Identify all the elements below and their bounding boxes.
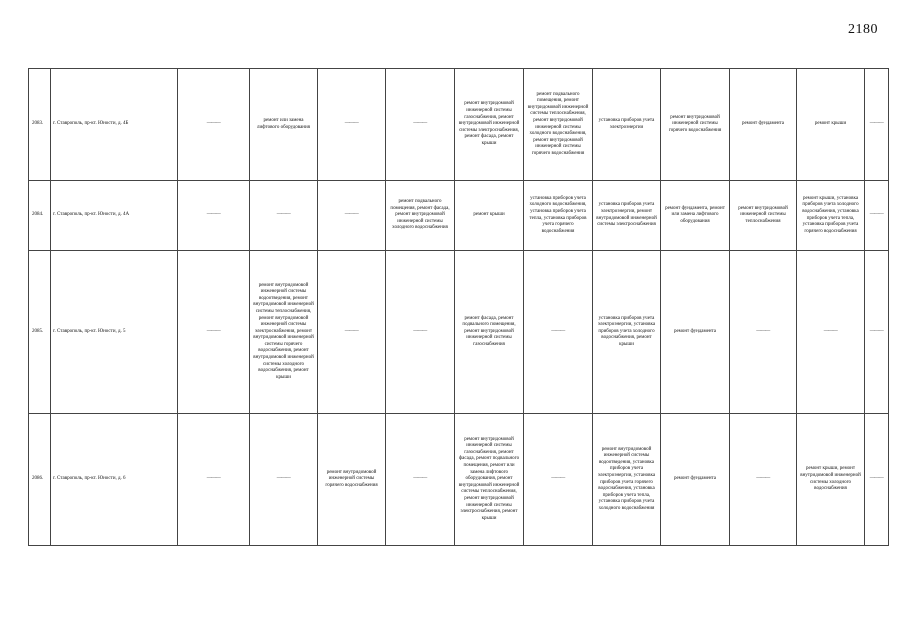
row-number: 2083. bbox=[29, 69, 51, 181]
dash-mark bbox=[207, 121, 221, 128]
empty-cell bbox=[865, 251, 889, 414]
empty-cell bbox=[178, 181, 250, 251]
empty-cell bbox=[318, 181, 386, 251]
empty-cell bbox=[797, 251, 865, 414]
empty-cell bbox=[386, 69, 455, 181]
dash-mark bbox=[413, 121, 427, 128]
empty-cell bbox=[250, 414, 318, 546]
dash-mark bbox=[207, 212, 221, 219]
empty-cell bbox=[386, 251, 455, 414]
dash-mark bbox=[277, 212, 291, 219]
work-cell: ремонт фундамента bbox=[661, 414, 730, 546]
work-cell: ремонт внутридомовой инженерной системы водоотведения, установка приборов учета электроэнергии, установка приборов учета горячего водоснабжения, установка приборов учета тепла, установка приборов учета холодного водоснабжения bbox=[593, 414, 661, 546]
table-row bbox=[29, 414, 889, 546]
work-cell: установка приборов учета электроэнергии bbox=[593, 69, 661, 181]
dash-mark bbox=[345, 212, 359, 219]
dash-mark bbox=[824, 329, 838, 336]
dash-mark bbox=[756, 329, 770, 336]
dash-mark bbox=[207, 329, 221, 336]
empty-cell bbox=[178, 251, 250, 414]
work-cell: ремонт фундамента bbox=[730, 69, 797, 181]
dash-mark bbox=[870, 476, 884, 483]
work-cell: ремонт или замена лифтового оборудования bbox=[250, 69, 318, 181]
work-cell: ремонт фундамента, ремонт или замена лифтового оборудования bbox=[661, 181, 730, 251]
dash-mark bbox=[345, 329, 359, 336]
dash-mark bbox=[277, 476, 291, 483]
repair-schedule-table bbox=[28, 68, 889, 546]
dash-mark bbox=[345, 121, 359, 128]
work-cell: установка приборов учета холодного водоснабжения, установка приборов учета тепла, установка приборов учета горячего водоснабжения bbox=[524, 181, 593, 251]
work-cell: ремонт крыши bbox=[455, 181, 524, 251]
work-cell: ремонт внутридомовой инженерной системы горячего водоснабжения bbox=[661, 69, 730, 181]
address-cell: г. Ставрополь, пр-кт. Юности, д. 5 bbox=[51, 251, 178, 414]
dash-mark bbox=[207, 476, 221, 483]
page-number: 2180 bbox=[848, 22, 878, 37]
work-cell: ремонт внутридомовой инженерной системы теплоснабжения bbox=[730, 181, 797, 251]
dash-mark bbox=[413, 476, 427, 483]
work-cell: ремонт подвального помещения, ремонт внутридомовой инженерной системы теплоснабжения, ремонт внутридомовой инженерной системы холодного водоснабжения, ремонт внутридомовой инженерной системы горячего водоснабжения bbox=[524, 69, 593, 181]
empty-cell bbox=[386, 414, 455, 546]
dash-mark bbox=[870, 329, 884, 336]
empty-cell bbox=[524, 251, 593, 414]
dash-mark bbox=[756, 476, 770, 483]
address-cell: г. Ставрополь, пр-кт. Юности, д. 4А bbox=[51, 181, 178, 251]
work-cell: ремонт внутридомовой инженерной системы газоснабжения, ремонт внутридомовой инженерной системы электроснабжения, ремонт фасада, ремонт крыши bbox=[455, 69, 524, 181]
table-row bbox=[29, 69, 889, 181]
work-cell: ремонт фасада, ремонт подвального помещения, ремонт внутридомовой инженерной системы газоснабжения bbox=[455, 251, 524, 414]
dash-mark bbox=[551, 476, 565, 483]
empty-cell bbox=[865, 69, 889, 181]
table-row bbox=[29, 181, 889, 251]
dash-mark bbox=[551, 329, 565, 336]
empty-cell bbox=[178, 69, 250, 181]
empty-cell bbox=[730, 251, 797, 414]
work-cell: ремонт крыши bbox=[797, 69, 865, 181]
dash-mark bbox=[870, 212, 884, 219]
work-cell: ремонт крыши, установка приборов учета холодного водоснабжения, установка приборов учета тепла, установка приборов учета горячего водоснабжения bbox=[797, 181, 865, 251]
empty-cell bbox=[865, 181, 889, 251]
empty-cell bbox=[250, 181, 318, 251]
work-cell: ремонт внутридомовой инженерной системы газоснабжения, ремонт фасада, ремонт подвального помещения, ремонт или замена лифтового оборудования, ремонт внутридомовой инженерной системы теплоснабжения, ремонт внутридомовой инженерной системы электроснабжения, ремонт крыши bbox=[455, 414, 524, 546]
address-cell: г. Ставрополь, пр-кт. Юности, д. 6 bbox=[51, 414, 178, 546]
work-cell: ремонт подвального помещения, ремонт фасада, ремонт внутридомовой инженерной системы холодного водоснабжения bbox=[386, 181, 455, 251]
work-cell: ремонт фундамента bbox=[661, 251, 730, 414]
address-cell: г. Ставрополь, пр-кт. Юности, д. 4Б bbox=[51, 69, 178, 181]
table-row bbox=[29, 251, 889, 414]
empty-cell bbox=[318, 69, 386, 181]
empty-cell bbox=[730, 414, 797, 546]
work-cell: установка приборов учета электроэнергии, установка приборов учета холодного водоснабжения, ремонт крыши bbox=[593, 251, 661, 414]
row-number: 2085. bbox=[29, 251, 51, 414]
dash-mark bbox=[413, 329, 427, 336]
empty-cell bbox=[178, 414, 250, 546]
dash-mark bbox=[870, 121, 884, 128]
empty-cell bbox=[318, 251, 386, 414]
work-cell: ремонт крыши, ремонт внутридомовой инженерной системы холодного водоснабжения bbox=[797, 414, 865, 546]
work-cell: ремонт внутридомовой инженерной системы горячего водоснабжения bbox=[318, 414, 386, 546]
work-cell: установка приборов учета электроэнергии, ремонт внутридомовой инженерной системы электроснабжения bbox=[593, 181, 661, 251]
empty-cell bbox=[524, 414, 593, 546]
empty-cell bbox=[865, 414, 889, 546]
work-cell: ремонт внутридомовой инженерной системы водоотведения, ремонт внутридомовой инженерной системы теплоснабжения, ремонт внутридомовой инженерной системы электроснабжения, ремонт внутридомовой инженерной системы горячего водоснабжения, ремонт внутридомовой инженерной системы холодного водоснабжения, ремонт крыши bbox=[250, 251, 318, 414]
row-number: 2084. bbox=[29, 181, 51, 251]
row-number: 2086. bbox=[29, 414, 51, 546]
